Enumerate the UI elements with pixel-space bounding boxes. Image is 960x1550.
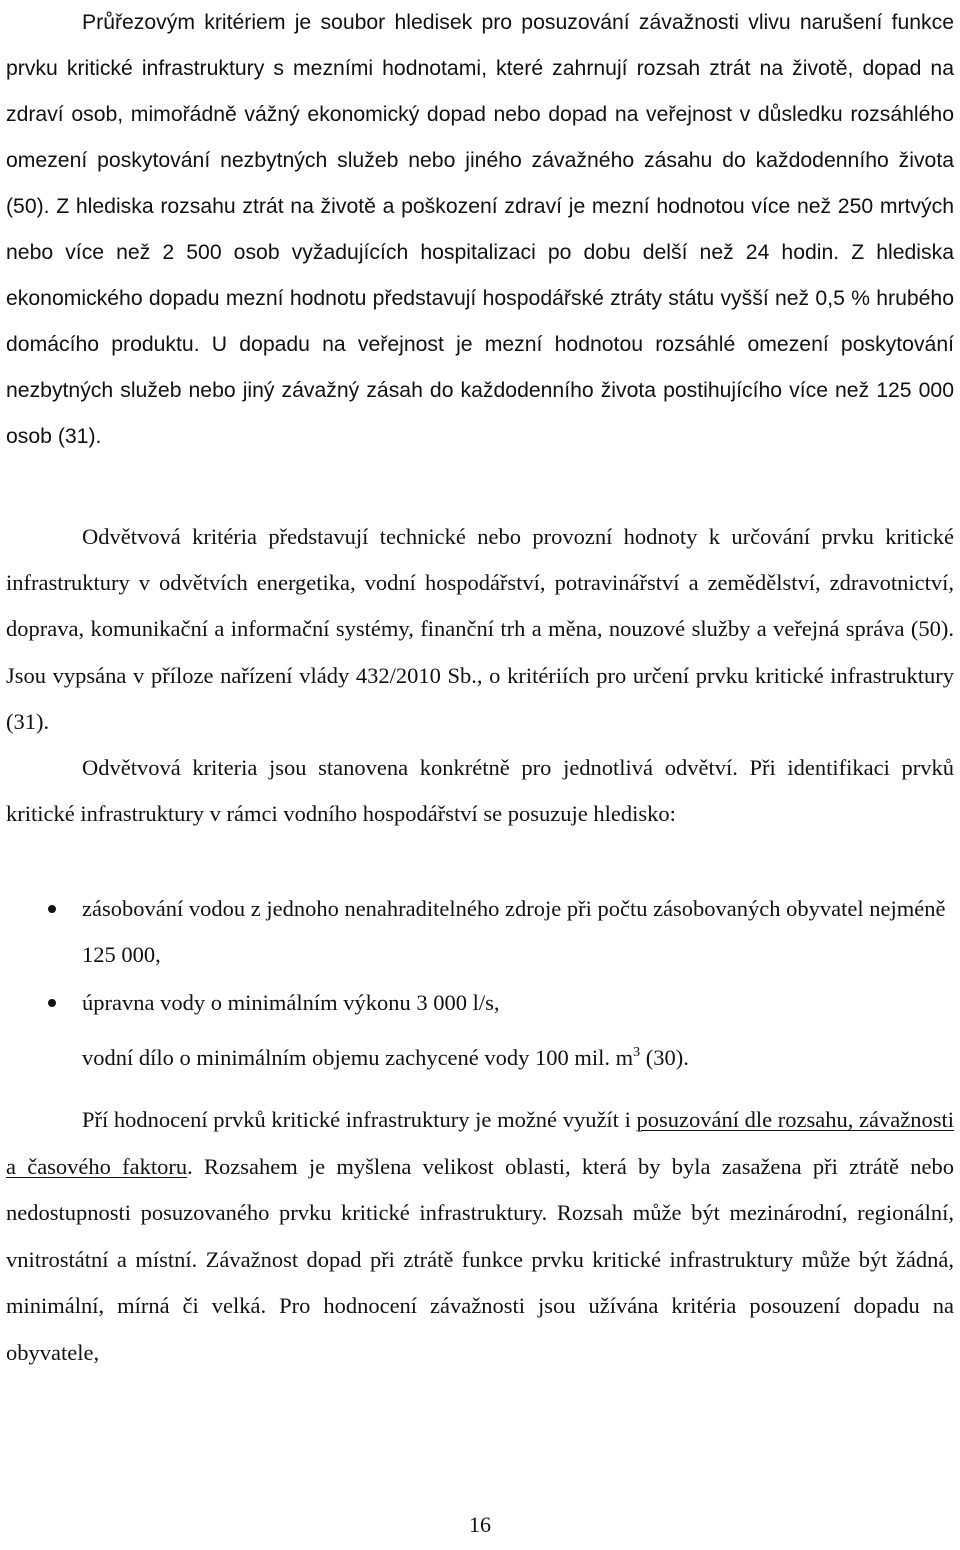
criteria-list xyxy=(6,886,954,1081)
paragraph-text: Pří hodnocení prvků kritické infrastruktury je možné využít i xyxy=(82,1107,637,1132)
underlined-phrase: posuzování dle rozsahu, závažnosti a časového faktoru xyxy=(6,1107,954,1179)
superscript: 3 xyxy=(633,1045,641,1060)
list-item-tail: (30). xyxy=(640,1045,689,1070)
paragraph-sector-criteria: Odvětvová kritéria představují technické nebo provozní hodnoty k určování prvku kritické infrastruktury v odvětvích energetika, vodní hospodářství, potravinářství a zemědělství, zdravotnictví, doprava, komunikační a informační systémy, finanční trh a měna, nouzové služby a veřejná správa (50). Jsou vypsána v příloze nařízení vlády 432/2010 Sb., o kritériích pro určení prvku kritické infrastruktury (31). xyxy=(6,524,954,734)
page-number: 16 xyxy=(469,1512,491,1537)
paragraph-assessment xyxy=(6,1097,954,1376)
list-item-text: zásobování vodou z jednoho nenahraditelného zdroje při počtu zásobovaných obyvatel nejméně 125 000, xyxy=(82,896,946,967)
list-item xyxy=(6,1030,954,1081)
paragraph-text: . Rozsahem je myšlena velikost oblasti, která by byla zasažena při ztrátě nebo nedostupnosti posuzovaného prvku kritické infrastruktury. Rozsah může být mezinárodní, regionální, vnitrostátní a místní. Závažnost dopad při ztrátě funkce prvku kritické infrastruktury může být žádná, minimální, mírná či velká. Pro hodnocení závažnosti jsou užívána kritéria posouzení dopadu na obyvatele, xyxy=(6,1153,954,1365)
list-item-text: úpravna vody o minimálním výkonu 3 000 l/s, xyxy=(82,990,500,1015)
list-item xyxy=(6,980,954,1026)
paragraph-cross-sectional-criterion: Průřezovým kritériem je soubor hledisek pro posuzování závažnosti vlivu narušení funkce prvku kritické infrastruktury s mezními hodnotami, které zahrnují rozsah ztrát na životě, dopad na zdraví osob, mimořádně vážný ekonomický dopad nebo dopad na veřejnost v důsledku rozsáhlého omezení poskytování nezbytných služeb nebo jiného závažného zásahu do každodenního života (50). Z hlediska rozsahu ztrát na životě a poškození zdraví je mezní hodnotou více než 250 mrtvých nebo více než 2 500 osob vyžadujících hospitalizaci po dobu delší než 24 hodin. Z hlediska ekonomického dopadu mezní hodnotu představují hospodářské ztráty státu vyšší než 0,5 % hrubého domácího produktu. U dopadu na veřejnost je mezní hodnotou rozsáhlé omezení poskytování nezbytných služeb nebo jiný závažný zásah do každodenního života postihujícího více než 125 000 osob (31). xyxy=(6,11,954,448)
paragraph-water-management: Odvětvová kriteria jsou stanovena konkrétně pro jednotlivá odvětví. Při identifikaci prvků kritické infrastruktury v rámci vodního hospodářství se posuzuje hledisko: xyxy=(6,755,954,826)
list-item-text: vodní dílo o minimálním objemu zachycené vody 100 mil. m xyxy=(82,1045,634,1070)
list-item xyxy=(6,886,954,978)
